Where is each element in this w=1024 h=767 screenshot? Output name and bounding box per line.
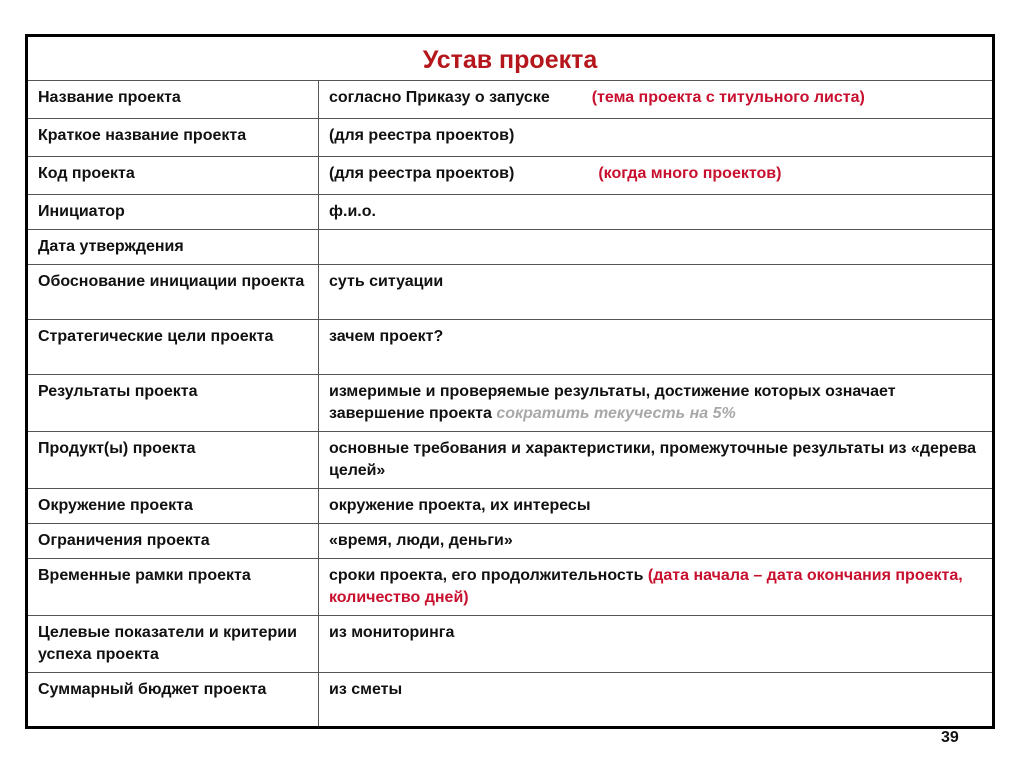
row-value-text: окружение проекта, их интересы (329, 497, 591, 514)
row-label: Целевые показатели и критерии успеха проекта (27, 616, 319, 673)
row-value (319, 157, 994, 195)
project-charter-table (25, 34, 995, 729)
table-title: Устав проекта (27, 36, 994, 81)
row-label: Краткое название проекта (27, 119, 319, 157)
table-row (27, 119, 994, 157)
row-value (319, 265, 994, 320)
table-row (27, 195, 994, 230)
row-label: Окружение проекта (27, 489, 319, 524)
row-value (319, 320, 994, 375)
row-label: Дата утверждения (27, 230, 319, 265)
row-value-text: основные требования и характеристики, промежуточные результаты из «дерева целей» (329, 440, 977, 479)
row-label: Название проекта (27, 81, 319, 119)
table-title-row (27, 36, 994, 81)
row-value (319, 375, 994, 432)
row-value-text: (для реестра проектов) (329, 127, 515, 144)
row-example-note: сократить текучесть на 5% (496, 405, 736, 422)
row-value-text: измеримые и проверяемые результаты, достижение которых означает завершение проекта (329, 383, 896, 422)
row-value-text: из мониторинга (329, 624, 455, 641)
row-value-text: «время, люди, деньги» (329, 532, 513, 549)
row-value (319, 432, 994, 489)
row-label: Ограничения проекта (27, 524, 319, 559)
row-value (319, 489, 994, 524)
row-value (319, 559, 994, 616)
table-row (27, 157, 994, 195)
row-label: Стратегические цели проекта (27, 320, 319, 375)
row-value (319, 524, 994, 559)
table-row (27, 432, 994, 489)
row-label: Инициатор (27, 195, 319, 230)
row-value (319, 673, 994, 728)
row-red-note: (тема проекта с титульного листа) (591, 89, 865, 106)
row-red-note: (дата начала – дата окончания проекта, количество дней) (329, 567, 963, 606)
row-value (319, 230, 994, 265)
row-value-text: зачем проект? (329, 328, 444, 345)
row-value-text: согласно Приказу о запуске (329, 89, 550, 106)
row-value-text: (для реестра проектов) (329, 165, 515, 182)
row-value (319, 81, 994, 119)
row-label: Суммарный бюджет проекта (27, 673, 319, 728)
row-label: Продукт(ы) проекта (27, 432, 319, 489)
table-row (27, 559, 994, 616)
row-value (319, 119, 994, 157)
table-row (27, 230, 994, 265)
row-label: Результаты проекта (27, 375, 319, 432)
row-red-note: (когда много проектов) (598, 165, 782, 182)
table-row (27, 81, 994, 119)
table-row (27, 375, 994, 432)
table-row (27, 265, 994, 320)
table-row (27, 489, 994, 524)
table-row (27, 616, 994, 673)
row-value-text: суть ситуации (329, 273, 444, 290)
row-label: Код проекта (27, 157, 319, 195)
table-row (27, 320, 994, 375)
row-value-text: из сметы (329, 681, 403, 698)
row-value-text: сроки проекта, его продолжительность (329, 567, 644, 584)
row-value-text: ф.и.о. (329, 203, 376, 220)
row-value (319, 195, 994, 230)
table-row (27, 524, 994, 559)
row-value (319, 616, 994, 673)
row-label: Обоснование инициации проекта (27, 265, 319, 320)
row-label: Временные рамки проекта (27, 559, 319, 616)
page-number: 39 (941, 729, 959, 746)
table-row (27, 673, 994, 728)
